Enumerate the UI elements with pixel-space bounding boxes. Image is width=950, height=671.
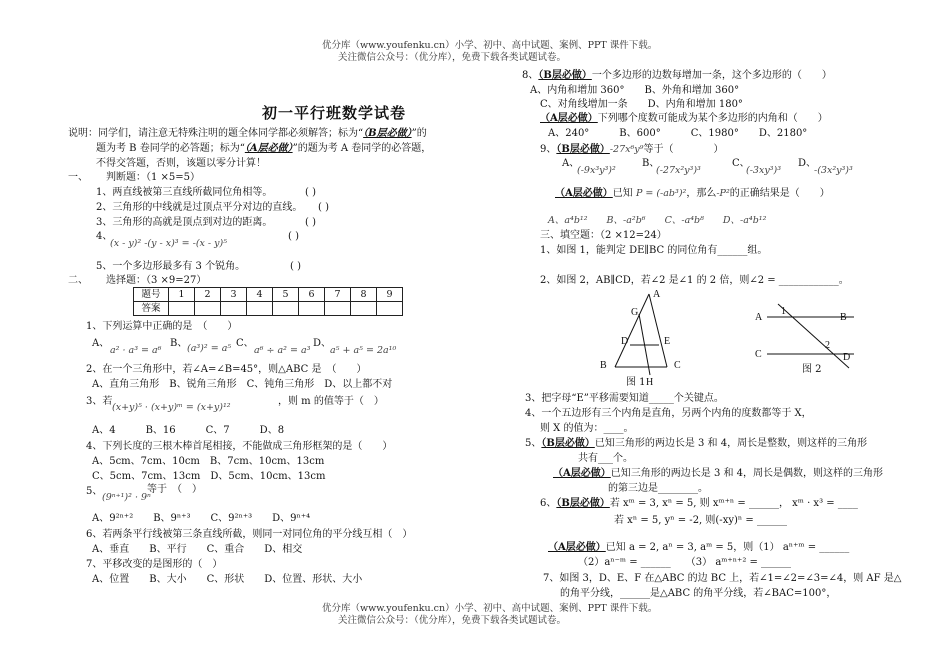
question-number: 6、 <box>540 498 557 509</box>
choice-q5-stem: 5、 <box>86 486 103 497</box>
judge-q5-answer-paren[interactable]: ( ) <box>290 261 301 272</box>
figure-1-label-c: C <box>674 360 681 371</box>
choice-q3-options: A、4 B、16 C、7 D、8 <box>92 425 285 436</box>
question-text: 的正确结果是（ ） <box>729 188 830 199</box>
question-text: 等于（ ） <box>643 144 724 155</box>
figure-2-label-a: A <box>755 312 763 323</box>
figure-1-label-e: E <box>664 336 671 347</box>
choice-q9-option-b: B、 <box>642 158 660 169</box>
section2-number: 二、 <box>68 275 88 286</box>
choice-q8 <box>522 70 832 82</box>
table-cell: 5 <box>273 288 299 302</box>
choice-q8-a-level <box>540 113 828 125</box>
choice-q8-options-2: C、对角线增加一条 D、内角和增加 180° <box>540 99 743 110</box>
choice-q1-option-c-formula: a⁶ ÷ a² = a³ <box>254 345 311 356</box>
choice-q1-option-c: C、 <box>236 338 254 349</box>
table-cell: 9 <box>377 288 403 302</box>
choice-q9-option-b-formula: (-27x²y³)³ <box>656 165 701 176</box>
answer-cell[interactable] <box>377 302 403 316</box>
section1-heading: 判断题：（1 ×5=5） <box>106 172 201 183</box>
answer-cell[interactable] <box>221 302 247 316</box>
fill-q4: 4、一个五边形有三个内角是直角，另两个内角的度数都等于 X， <box>525 408 812 419</box>
choice-q8-a-level-options: A、240° B、600° C、1980° D、2180° <box>548 128 808 139</box>
answer-cell[interactable] <box>247 302 273 316</box>
question-text: 已知三角形的两边长是 3 和 4，周长是整数，则这样的三角形 <box>594 438 868 449</box>
choice-q2: 2、在一个三角形中，若∠A=∠B=45°，则△ABC 是 （ ） <box>86 364 367 375</box>
question-formula: -27x⁶y⁹ <box>609 144 644 155</box>
question-text: 若 xᵐ = 3, xⁿ = 5, 则 xᵐ⁺ⁿ = ______， xᵐ · x³ = ____ <box>609 498 858 509</box>
intro-line-3: 不得交答题，否则，该题以零分计算！ <box>96 158 266 169</box>
section1-number: 一、 <box>68 172 88 183</box>
question-text: 已知三角形的两边长是 3 和 4，周长是偶数，则这样的三角形 <box>610 468 884 479</box>
answer-table-header-row <box>134 288 403 302</box>
section2-heading: 选择题：（3 ×9=27） <box>106 275 207 286</box>
header-line-1: 优分库（www.youfenku.cn）小学、初中、高中试题、案例、PPT 课件下载。 <box>322 40 658 51</box>
figure-1-label-h: H <box>646 377 654 388</box>
choice-q4-options-1: A、5cm、7cm、10cm B、7cm、10cm、13cm <box>92 456 325 467</box>
figure-1-label-a: A <box>653 289 661 300</box>
choice-q9-a-level-options: A、a⁴b¹² B、-a²b⁶ C、-a⁴b⁸ D、-a⁴b¹² <box>548 215 767 226</box>
b-level-tag: （B层必做） <box>556 498 610 509</box>
choice-q9 <box>540 144 723 156</box>
fill-q6-a-level <box>548 542 849 554</box>
fill-q3: 3、把字母“E”平移需要知道_____个关键点。 <box>525 393 724 404</box>
judge-q2-answer-paren[interactable]: ( ) <box>318 202 329 213</box>
page-title: 初一平行班数学试卷 <box>262 104 407 122</box>
judge-q5: 5、一个多边形最多有 3 个锐角。 <box>96 261 246 272</box>
choice-q3-formula: (x+y)⁵ · (x+y)ᵐ = (x+y)¹² <box>112 402 231 413</box>
judge-q4-answer-paren[interactable]: ( ) <box>288 231 299 242</box>
b-level-tag: （B层必做） <box>556 144 610 155</box>
choice-q5-options: A、9²ⁿ⁺² B、9ⁿ⁺³ C、9²ⁿ⁺³ D、9ⁿ⁺⁴ <box>92 513 311 524</box>
choice-q1-option-a: A、 <box>92 338 110 349</box>
figure-2-label-1: 1 <box>781 306 786 317</box>
section3-heading: 三、填空题：（2 ×12=24） <box>540 230 667 241</box>
choice-q7-options: A、位置 B、大小 C、形状 D、位置、形状、大小 <box>92 574 363 585</box>
intro-text: ”的题为考 A 卷同学的必答题， <box>292 143 432 154</box>
choice-q1-option-d: D、 <box>313 338 332 349</box>
figure-2-label-c: C <box>755 349 762 360</box>
choice-q9-a-level <box>555 188 830 200</box>
a-level-tag: （A层必做） <box>244 143 293 154</box>
fill-q1: 1、如图 1，能判定 DE∥BC 的同位角有______组。 <box>540 245 768 256</box>
choice-q9-option-a: A、 <box>562 158 580 169</box>
header-line-2: 关注微信公众号：（优分库），免费下载各类试题试卷。 <box>338 52 567 63</box>
question-number: 5、 <box>525 438 542 449</box>
intro-text: 说明：同学们，请注意无特殊注明的题全体同学都必须解答；标为“ <box>68 128 364 139</box>
table-cell: 7 <box>325 288 351 302</box>
figure-1-caption: 图 1 <box>626 377 646 388</box>
a-level-tag: （A层必做） <box>553 468 611 479</box>
choice-q4-options-2: C、5cm、7cm、13cm D、5cm、10cm、13cm <box>92 471 326 482</box>
choice-q9-option-a-formula: (-9x³y³)² <box>577 165 616 176</box>
choice-q7: 7、平移改变的是图形的（ ） <box>86 559 223 570</box>
answer-cell[interactable] <box>195 302 221 316</box>
answer-cell[interactable] <box>325 302 351 316</box>
choice-q3-tail: ，则 m 的值等于（ ） <box>278 396 384 407</box>
table-cell: 答案 <box>134 302 169 316</box>
figure-1-label-b: B <box>600 360 607 371</box>
choice-q1: 1、下列运算中正确的是 （ ） <box>86 321 238 332</box>
figure-1-label-g: G <box>631 307 639 318</box>
figure-2-label-b: B <box>840 312 847 323</box>
intro-text: ”的 <box>411 128 427 139</box>
choice-q5-formula: (9ⁿ⁺¹)² · 9ⁿ <box>102 492 151 503</box>
figure-2-parallel-lines <box>750 302 860 370</box>
question-text: 一个多边形的边数每增加一条，这个多边形的（ ） <box>591 70 832 81</box>
table-cell: 8 <box>351 288 377 302</box>
table-cell: 3 <box>221 288 247 302</box>
b-level-tag: （B层必做） <box>541 438 595 449</box>
choice-q9-option-d-formula: -(3x²y³)³ <box>814 165 853 176</box>
figure-1-triangle <box>595 288 690 388</box>
fill-q7-continued: 的角平分线，______是△ABC 的角平分线，若∠BAC=100°， <box>560 588 837 599</box>
choice-q1-option-b-formula: (a³)² = a⁵ <box>187 343 232 354</box>
b-level-tag: （B层必做） <box>363 128 412 139</box>
a-level-tag: （A层必做） <box>548 542 606 553</box>
fill-q5 <box>525 438 867 450</box>
answer-table <box>133 287 403 316</box>
a-level-tag: （A层必做） <box>555 188 613 199</box>
question-text: 下列哪个度数可能成为某个多边形的内角和（ ） <box>597 113 828 124</box>
judge-q3: 3、三角形的高就是顶点到对边的距离。 <box>96 217 273 228</box>
table-cell: 1 <box>169 288 195 302</box>
fill-q6-continued: 若 xⁿ = 5, yⁿ = -2, 则(-xy)ⁿ = ______ <box>614 515 787 526</box>
question-number: 8、 <box>522 70 539 81</box>
answer-cell[interactable] <box>299 302 325 316</box>
judge-q4: 4、 <box>96 231 113 242</box>
table-cell: 4 <box>247 288 273 302</box>
fill-q5-continued: 共有___个。 <box>578 453 633 464</box>
fill-q6 <box>540 498 858 510</box>
question-text: 已知 a = 2, aⁿ = 3, aᵐ = 5，则（1） aⁿ⁺ᵐ = ______ <box>605 542 850 553</box>
choice-q9-option-c-formula: (-3xy³)³ <box>746 165 782 176</box>
table-cell: 题号 <box>134 288 169 302</box>
choice-q9-option-c: C、 <box>732 158 750 169</box>
answer-table-answer-row <box>134 302 403 316</box>
question-number: 9、 <box>540 144 557 155</box>
judge-q1-answer-paren[interactable]: ( ) <box>305 187 316 198</box>
table-cell: 2 <box>195 288 221 302</box>
fill-q4-continued: 则 X 的值为：____。 <box>540 423 634 434</box>
fill-q6-a-level-continued: （2）aⁿ⁻ᵐ = ______ （3） aᵐ⁺ⁿ⁺² = ______ <box>578 557 792 568</box>
question-formula: -P² <box>716 188 730 199</box>
figure-2-label-d: D <box>843 352 851 363</box>
intro-line-2 <box>96 143 431 155</box>
fill-q5-a-level <box>553 468 883 480</box>
b-level-tag: （B层必做） <box>538 70 592 81</box>
choice-q6: 6、若两条平行线被第三条直线所截，则同一对同位角的平分线互相（ ） <box>86 529 413 540</box>
choice-q5-tail: 等于 （ ） <box>147 484 202 495</box>
figure-2-caption: 图 2 <box>802 364 822 375</box>
question-text: 已知 <box>612 188 633 199</box>
choice-q8-options-1: A、内角和增加 360° B、外角和增加 360° <box>530 85 740 96</box>
question-formula: P = (-ab³)² <box>635 188 687 199</box>
choice-q1-option-b: B、 <box>170 338 188 349</box>
answer-cell[interactable] <box>169 302 195 316</box>
choice-q9-option-d: D、 <box>798 158 817 169</box>
choice-q6-options: A、垂直 B、平行 C、重合 D、相交 <box>92 544 303 555</box>
answer-cell[interactable] <box>351 302 377 316</box>
footer-line-2: 关注微信公众号：（优分库），免费下载各类试题试卷。 <box>338 615 567 626</box>
fill-q2: 2、如图 2，AB∥CD，若∠2 是∠1 的 2 倍，则∠2 = ____________。 <box>540 275 849 286</box>
judge-q1: 1、两直线被第三直线所截同位角相等。 <box>96 187 273 198</box>
table-cell: 6 <box>299 288 325 302</box>
figure-2-label-2: 2 <box>825 340 830 351</box>
judge-q3-answer-paren[interactable]: ( ) <box>305 217 316 228</box>
intro-text: 题为考 B 卷同学的必答题；标为“ <box>96 143 245 154</box>
fill-q5-a-level-continued: 的第三边是________。 <box>608 483 708 494</box>
footer-line-1: 优分库（www.youfenku.cn）小学、初中、高中试题、案例、PPT 课件下载。 <box>322 603 658 614</box>
choice-q1-option-d-formula: a⁵ + a⁵ = 2a¹⁰ <box>330 345 397 356</box>
choice-q2-options: A、直角三角形 B、锐角三角形 C、钝角三角形 D、以上都不对 <box>92 379 393 390</box>
judge-q2: 2、三角形的中线就是过顶点平分对边的直线。 <box>96 202 303 213</box>
fill-q7: 7、如图 3，D、E、F 在△ABC 的边 BC 上，若∠1=∠2=∠3=∠4，则 AF 是△ <box>543 573 902 584</box>
intro-line-1 <box>68 128 427 140</box>
question-text: ，那么 <box>686 188 717 199</box>
a-level-tag: （A层必做） <box>540 113 598 124</box>
figure-1-label-d: D <box>621 336 629 347</box>
choice-q3-stem: 3、若 <box>86 396 113 407</box>
choice-q1-option-a-formula: a² · a³ = a⁶ <box>110 345 162 356</box>
answer-cell[interactable] <box>273 302 299 316</box>
choice-q4: 4、下列长度的三根木棒首尾相接，不能做成三角形框架的是（ ） <box>86 441 393 452</box>
judge-q4-formula: (x - y)² -(y - x)³ = -(x - y)⁵ <box>110 238 228 249</box>
